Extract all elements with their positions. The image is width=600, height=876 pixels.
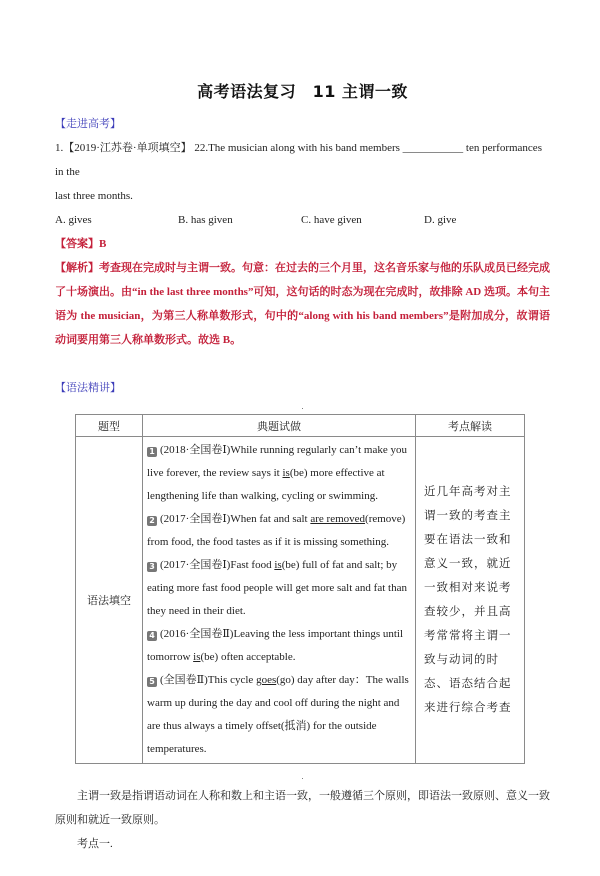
example-answer: is	[282, 467, 290, 479]
table-row	[76, 437, 525, 764]
body-paragraph: 主谓一致是指谓语动词在人称和数上和主语一致，一般遵循三个原则，即语法一致原则、意义一致原则和就近一致原则。	[55, 790, 550, 826]
example-4	[147, 623, 411, 669]
option-c: C. have given	[301, 214, 362, 226]
header-examples: 典题试做	[143, 415, 416, 437]
example-text: (2016·全国卷Ⅱ)Leaving the less important things until tomorrow	[147, 628, 404, 663]
number-badge-icon: 2	[147, 516, 157, 526]
spacer	[55, 352, 550, 376]
options-row	[55, 208, 550, 232]
example-text: (2017·全国卷Ⅰ)When fat and salt	[160, 513, 311, 525]
grammar-table	[75, 414, 525, 764]
example-1	[147, 439, 411, 508]
example-text: (remove) from food, the food tastes as if it is missing something.	[147, 513, 406, 548]
example-3	[147, 554, 411, 623]
example-text: (go) day after day：The walls warm up during the day and cool off during the night and are thus always a timely offset(抵消) for the outside temperatures.	[147, 674, 409, 755]
question-line-2: last three months.	[55, 190, 133, 202]
example-answer: are removed	[310, 513, 366, 525]
dot-mark: .	[301, 402, 304, 411]
section-heading-gaokao: 【走进高考】	[55, 118, 121, 130]
header-type: 题型	[76, 415, 143, 437]
type-cell: 语法填空	[76, 437, 143, 764]
example-text: (be) full of fat and salt; by eating more fast food people will get more salt and fat than they need in their diet.	[147, 559, 407, 617]
example-2	[147, 508, 411, 554]
example-text: (2017·全国卷Ⅰ)Fast food	[160, 559, 275, 571]
example-5	[147, 669, 411, 761]
example-answer: goes	[256, 674, 277, 686]
number-badge-icon: 1	[147, 447, 157, 457]
explain-cell: 近几年高考对主谓一致的考查主要在语法一致和意义一致，就近一致相对来说考查较少，并且高考常常将主谓一致与动词的时态、语态结合起来进行综合考查	[416, 437, 525, 764]
dot-mark-2: .	[301, 772, 304, 781]
number-badge-icon: 5	[147, 677, 157, 687]
example-text: (be) more effective at lengthening life than walking, cycling or swimming.	[147, 467, 385, 502]
option-a: A. gives	[55, 214, 92, 226]
number-badge-icon: 4	[147, 631, 157, 641]
option-b: B. has given	[178, 214, 233, 226]
example-text: (2018·全国卷Ⅰ)While running regularly can’t make you live forever, the review says it	[147, 444, 407, 479]
number-badge-icon: 3	[147, 562, 157, 572]
analysis: 【解析】考查现在完成时与主谓一致。句意：在过去的三个月里，这名音乐家与他的乐队成员已经完成了十场演出。由“in the last three months”可知，这句话的时态为现在完成时，故排除 AD 选项。本句主语为 the musician，为第三人称单数形式，句中的“along with his band members”是附加成分，故谓语动词要用第三人称单数形式。故选 B。	[55, 262, 550, 346]
answer: 【答案】B	[55, 238, 107, 250]
table-header-row	[76, 415, 525, 437]
page-title: 高考语法复习 11 主谓一致	[197, 82, 408, 101]
option-d: D. give	[424, 214, 457, 226]
question-line-1: 1.【2019·江苏卷·单项填空】 22.The musician along with his band members ___________ ten performances in the	[55, 142, 542, 178]
header-explain: 考点解读	[416, 415, 525, 437]
point-heading: 考点一.	[77, 838, 113, 850]
section-heading-grammar: 【语法精讲】	[55, 382, 121, 394]
example-text: (全国卷Ⅱ)This cycle	[160, 674, 257, 686]
example-text: (be) often acceptable.	[200, 651, 296, 663]
example-answer: is	[274, 559, 282, 571]
example-answer: is	[193, 651, 201, 663]
examples-cell	[143, 437, 416, 764]
